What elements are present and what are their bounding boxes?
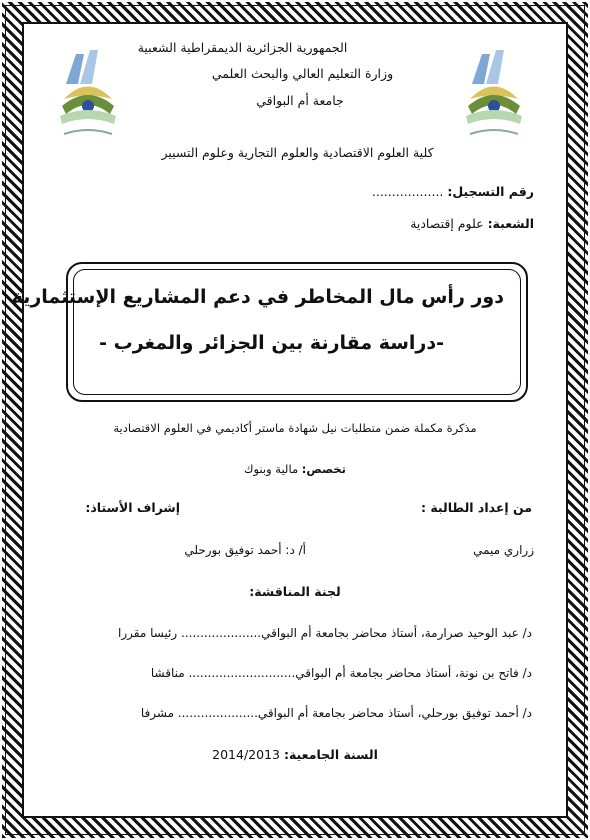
thesis-subtitle: -دراسة مقارنة بين الجزائر والمغرب -	[99, 332, 444, 354]
branch-line	[410, 216, 534, 231]
academic-year-value: 2014/2013	[212, 747, 280, 762]
faculty-name: كلية العلوم الاقتصادية والعلوم التجارية وعلوم التسيير	[161, 145, 434, 160]
specialty-value: مالية وبنوك	[244, 462, 299, 476]
thesis-description: مذكرة مكملة ضمن متطلبات نيل شهادة ماستر أكاديمي في العلوم الاقتصادية	[113, 421, 477, 435]
supervisor-name: أ/ د: أحمد توفيق بورحلي	[184, 543, 306, 557]
branch-value: علوم إقتصادية	[410, 216, 484, 231]
academic-year-line	[0, 747, 590, 762]
republic-name: الجمهورية الجزائرية الديمقراطية الشعبية	[137, 40, 348, 55]
student-name: زراري ميمي	[473, 543, 534, 557]
registration-line	[372, 184, 534, 199]
ministry-name: وزارة التعليم العالي والبحث العلمي	[211, 66, 394, 81]
specialty-line	[0, 462, 590, 476]
committee-member: د/ أحمد توفيق بورحلي، أستاذ محاضر بجامعة أم البواقي..................... مشرفا	[140, 706, 532, 720]
committee-member: د/ عبد الوحيد صرارمة، أستاذ محاضر بجامعة أم البواقي..................... رئيسا مقررا	[118, 626, 532, 640]
academic-year-label: السنة الجامعية:	[283, 747, 378, 762]
specialty-label: تخصص:	[301, 462, 346, 476]
thesis-title-box	[11, 262, 528, 402]
committee-member: د/ فاتح بن نونة، أستاذ محاضر بجامعة أم البواقي............................ مناقشا	[150, 666, 532, 680]
supervisor-label: إشراف الأستاذ:	[85, 500, 180, 515]
registration-label: رقم التسجيل:	[447, 184, 534, 199]
thesis-title: دور رأس مال المخاطر في دعم المشاريع الإستثمارية	[11, 286, 504, 308]
committee-heading: لجنة المناقشة:	[249, 584, 341, 599]
branch-label: الشعبة:	[487, 216, 534, 231]
university-name: جامعة أم البواقي	[256, 93, 344, 108]
student-label: من إعداد الطالبة :	[420, 500, 532, 515]
registration-value: ..................	[371, 184, 444, 199]
